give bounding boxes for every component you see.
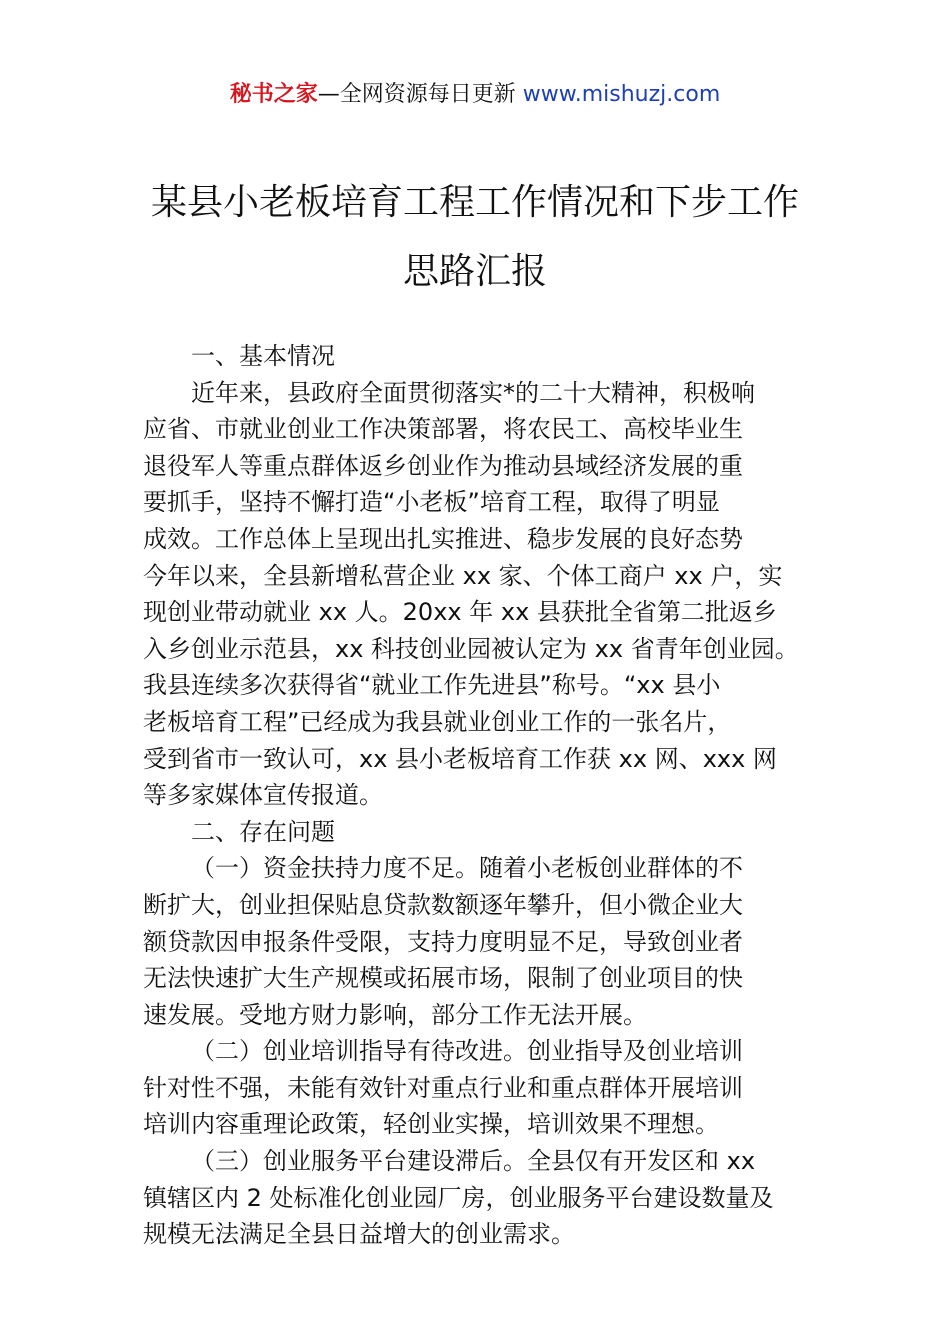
document-body bbox=[143, 338, 813, 1253]
paragraph-line: （二）创业培训指导有待改进。创业指导及创业培训 bbox=[191, 1037, 743, 1066]
paragraph-line: 应省、市就业创业工作决策部署，将农民工、高校毕业生 bbox=[143, 415, 743, 444]
paragraph-line: 受到省市一致认可，xx 县小老板培育工作获 xx 网、xxx 网 bbox=[143, 744, 777, 773]
site-url-link[interactable]: www.mishuzj.com bbox=[522, 82, 721, 107]
paragraph-line: 无法快速扩大生产规模或拓展市场，限制了创业项目的快 bbox=[143, 964, 743, 993]
paragraph-line: （一）资金扶持力度不足。随着小老板创业群体的不 bbox=[191, 854, 743, 883]
paragraph-line: 我县连续多次获得省“就业工作先进县”称号。“xx 县小 bbox=[143, 671, 721, 700]
header-tagline: —全网资源每日更新 bbox=[317, 82, 516, 107]
paragraph-line: 培训内容重理论政策，轻创业实操，培训效果不理想。 bbox=[143, 1110, 719, 1139]
paragraph-line: 入乡创业示范县，xx 科技创业园被认定为 xx 省青年创业园。 bbox=[143, 634, 799, 663]
paragraph-line: 规模无法满足全县日益增大的创业需求。 bbox=[143, 1220, 575, 1249]
document-title-line-1: 某县小老板培育工程工作情况和下步工作 bbox=[150, 182, 799, 223]
paragraph-line: 成效。工作总体上呈现出扎实推进、稳步发展的良好态势 bbox=[143, 524, 743, 553]
paragraph-line: 要抓手，坚持不懈打造“小老板”培育工程，取得了明显 bbox=[143, 488, 720, 517]
site-header bbox=[0, 78, 950, 112]
paragraph-line: （三）创业服务平台建设滞后。全县仅有开发区和 xx bbox=[191, 1147, 756, 1176]
paragraph-line: 现创业带动就业 xx 人。20xx 年 xx 县获批全省第二批返乡 bbox=[143, 598, 777, 627]
section-heading-basic: 一、基本情况 bbox=[191, 342, 335, 370]
section-heading-issues: 二、存在问题 bbox=[191, 817, 335, 846]
brand-name: 秘书之家 bbox=[229, 82, 318, 107]
paragraph-line: 断扩大，创业担保贴息贷款数额逐年攀升，但小微企业大 bbox=[143, 890, 743, 919]
paragraph-line: 镇辖区内 2 处标准化创业园厂房，创业服务平台建设数量及 bbox=[143, 1183, 774, 1212]
paragraph-line: 近年来，县政府全面贯彻落实*的二十大精神，积极响 bbox=[191, 378, 755, 407]
paragraph-line: 退役军人等重点群体返乡创业作为推动县域经济发展的重 bbox=[143, 451, 743, 480]
document-title-line-2: 思路汇报 bbox=[402, 251, 547, 292]
paragraph-line: 老板培育工程”已经成为我县就业创业工作的一张名片， bbox=[143, 707, 732, 736]
paragraph-line: 今年以来，全县新增私营企业 xx 家、个体工商户 xx 户，实 bbox=[143, 561, 783, 590]
paragraph-line: 速发展。受地方财力影响，部分工作无法开展。 bbox=[143, 1000, 647, 1029]
paragraph-line: 针对性不强，未能有效针对重点行业和重点群体开展培训 bbox=[143, 1073, 743, 1102]
paragraph-line: 额贷款因申报条件受限，支持力度明显不足，导致创业者 bbox=[143, 927, 743, 956]
paragraph-line: 等多家媒体宣传报道。 bbox=[143, 781, 383, 810]
